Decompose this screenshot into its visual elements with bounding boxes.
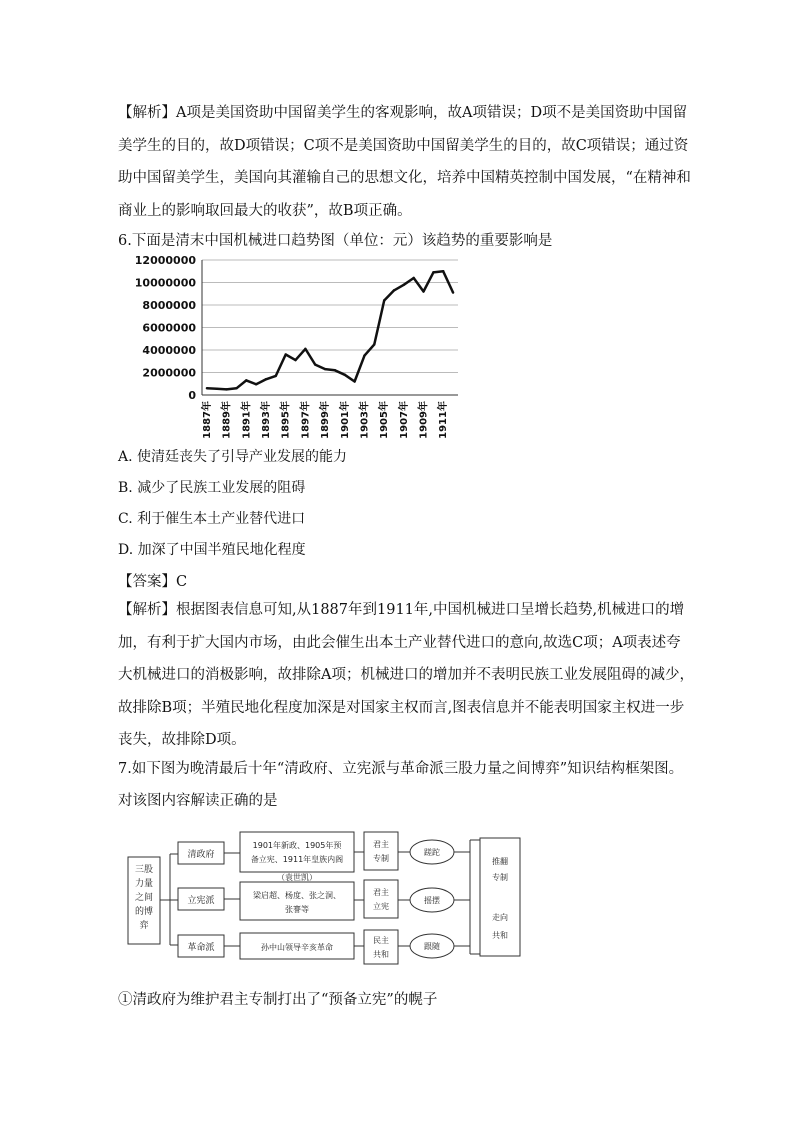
- question-7-stem-2: 对该图内容解读正确的是: [118, 793, 278, 809]
- result-text: 共和: [492, 931, 508, 940]
- data-point: [373, 343, 375, 345]
- text-line: 【解析】A项是美国资助中国留美学生的客观影响，故A项错误；D项不是美国资助中国留: [118, 105, 688, 121]
- left-label-line: 三股: [134, 865, 154, 875]
- data-point: [294, 359, 296, 361]
- data-point: [412, 277, 414, 279]
- result-text: 推翻: [492, 857, 508, 866]
- data-point: [393, 289, 395, 291]
- detail-text-qing: 1901年新政、1905年预: [252, 841, 342, 850]
- data-point: [275, 375, 277, 377]
- x-tick-label: 1909年: [418, 401, 430, 439]
- statement-1: ①清政府为维护君主专制打出了“预备立宪”的幌子: [118, 992, 438, 1008]
- y-tick-label: 8000000: [142, 299, 196, 312]
- option-a: A. 使清廷丧失了引导产业发展的能力: [118, 449, 348, 465]
- x-tick-label: 1887年: [201, 401, 213, 439]
- option-b: B. 减少了民族工业发展的阻碍: [118, 480, 306, 496]
- line-chart: [118, 250, 463, 440]
- data-point: [265, 378, 267, 380]
- text-line: 美学生的目的，故D项错误；C项不是美国资助中国留美学生的目的，故C项错误；通过资: [118, 137, 689, 154]
- data-point: [206, 387, 208, 389]
- answer-q6: 【答案】C: [118, 574, 188, 590]
- left-label-line: 力量: [134, 879, 154, 889]
- action-text-lixian: 摇摆: [424, 896, 440, 905]
- action-text-geming: 跟随: [424, 942, 440, 951]
- x-tick-label: 1889年: [221, 401, 233, 439]
- data-point: [432, 271, 434, 273]
- detail-text-geming: 孙中山领导辛亥革命: [261, 943, 333, 952]
- text-line: 【解析】根据图表信息可知,从1887年到1911年,中国机械进口呈增长趋势,机械进口的增: [118, 602, 685, 618]
- detail-text-lixian: 张謇等: [285, 905, 309, 914]
- y-tick-label: 6000000: [142, 321, 196, 335]
- data-point: [225, 388, 227, 390]
- left-label-line: 的博: [134, 907, 154, 917]
- data-point: [304, 348, 306, 350]
- x-tick-label: 1903年: [359, 401, 371, 439]
- result-text: 走向: [492, 913, 508, 922]
- option-d: D. 加深了中国半殖民地化程度: [118, 542, 306, 558]
- x-tick-label: 1905年: [379, 401, 391, 439]
- system-text-qing: 专制: [373, 854, 389, 863]
- knowledge-structure-diagram: [118, 820, 528, 974]
- system-box-qing: [364, 832, 398, 870]
- y-tick-label: 4000000: [142, 344, 196, 357]
- system-box-lixian: [364, 880, 398, 918]
- data-point: [442, 270, 444, 272]
- data-point: [255, 383, 257, 385]
- action-text-qing: 蹉跎: [424, 848, 440, 857]
- system-text-lixian: 立宪: [373, 902, 389, 911]
- text-line: 商业上的影响取回最大的收获”，故B项正确。: [118, 202, 412, 219]
- note-yuan-shikai: （袁世凯）: [277, 873, 317, 882]
- question-7-stem: 7.如下图为晚清最后十年“清政府、立宪派与革命派三股力量之间博弈”知识结构框架图。: [118, 761, 684, 777]
- data-point: [422, 290, 424, 292]
- question-6-stem: 6.下面是清末中国机械进口趋势图（单位：元）该趋势的重要影响是: [118, 233, 553, 249]
- y-tick-label: 10000000: [134, 276, 196, 290]
- x-tick-label: 1907年: [398, 401, 410, 439]
- system-text-lixian: 君主: [373, 888, 389, 897]
- x-tick-label: 1899年: [320, 401, 332, 439]
- data-point: [403, 284, 405, 286]
- detail-text-lixian: 梁启超、杨度、张之洞、: [253, 891, 341, 900]
- left-label-line: 弈: [139, 921, 149, 931]
- system-text-qing: 君主: [373, 840, 389, 849]
- x-tick-label: 1897年: [300, 401, 312, 439]
- detail-text-qing: 备立宪、1911年皇族内阁: [250, 855, 344, 864]
- data-point: [245, 379, 247, 381]
- detail-box-lixian: [240, 882, 354, 920]
- analysis-paragraph-q5: [118, 97, 691, 227]
- row-name-lixian: 立宪派: [187, 896, 215, 906]
- text-line: 助中国留美学生，美国向其灌输自己的思想文化，培养中国精英控制中国发展，“在精神和: [118, 170, 691, 187]
- x-tick-label: 1891年: [241, 401, 253, 439]
- y-tick-label: 12000000: [134, 254, 196, 267]
- system-text-geming: 民主: [373, 936, 389, 945]
- data-point: [383, 299, 385, 301]
- diagram-svg: [118, 820, 528, 970]
- y-tick-label: 2000000: [142, 366, 196, 380]
- row-name-geming: 革命派: [187, 943, 215, 953]
- data-point: [344, 374, 346, 376]
- x-tick-label: 1901年: [339, 401, 351, 439]
- text-line: 故排除B项；半殖民地化程度加深是对国家主权而言,图表信息并不能表明国家主权进一步: [118, 699, 685, 716]
- x-tick-label: 1911年: [438, 401, 450, 439]
- data-point: [334, 369, 336, 371]
- text-line: 大机械进口的消极影响，故排除A项；机械进口的增加并不表明民族工业发展阻碍的减少，: [118, 667, 694, 684]
- left-label-line: 之间: [134, 893, 154, 903]
- data-point: [363, 354, 365, 356]
- data-point: [353, 380, 355, 382]
- data-point: [284, 353, 286, 355]
- data-point: [324, 368, 326, 370]
- text-line: 丧失，故排除D项。: [118, 732, 246, 749]
- data-point: [235, 387, 237, 389]
- x-tick-label: 1895年: [280, 401, 292, 439]
- machinery-import-chart: [118, 250, 463, 444]
- data-point: [314, 363, 316, 365]
- x-tick-label: 1893年: [261, 401, 272, 439]
- data-point: [216, 388, 218, 390]
- row-name-qing: 清政府: [187, 850, 215, 860]
- analysis-paragraph-q6: [118, 594, 694, 757]
- y-tick-label: 0: [188, 389, 196, 402]
- detail-box-qing: [240, 832, 354, 872]
- system-text-geming: 共和: [373, 950, 389, 959]
- option-c: C. 利于催生本土产业替代进口: [118, 511, 306, 527]
- data-point: [452, 291, 454, 293]
- series-line: [207, 271, 453, 389]
- text-line: 加，有利于扩大国内市场，由此会催生出本土产业替代进口的意向,故选C项；A项表述夸: [118, 634, 681, 651]
- result-text: 专制: [492, 873, 508, 882]
